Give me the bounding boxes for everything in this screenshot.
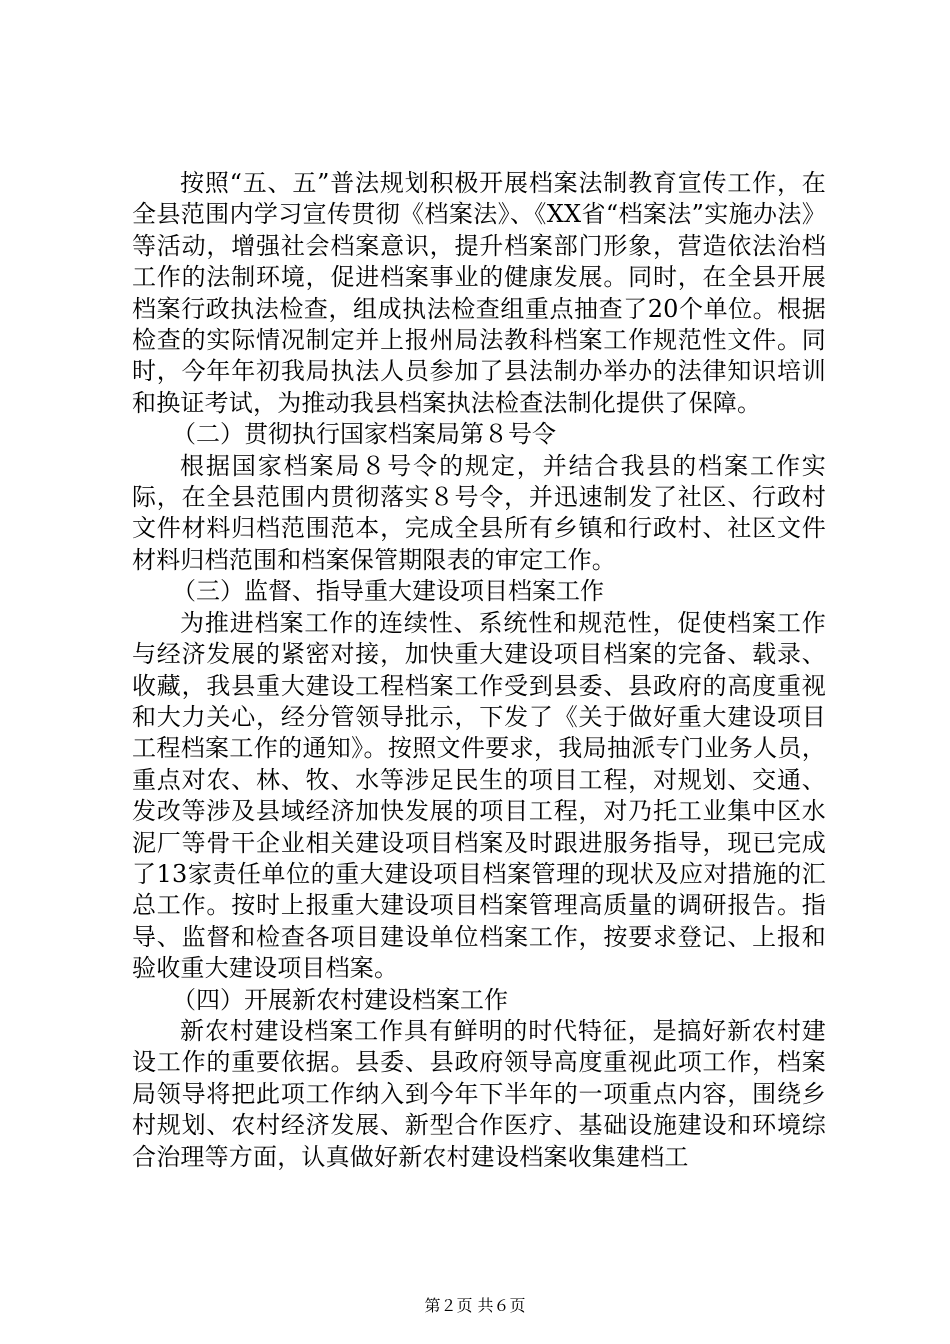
- section-heading-4: （四）开展新农村建设档案工作: [172, 985, 508, 1014]
- paragraph-major-projects: 为推进档案工作的连续性、系统性和规范性，促使档案工作与经济发展的紧密对接，加快重大建设项目档案的完备、载录、收藏，我县重大建设工程档案工作受到县委、县政府的高度重视和大力关心，经分管领导批示，下发了《关于做好重大建设项目工程档案工作的通知》。按照文件要求，我局抽派专门业务人员，重点对农、林、牧、水等涉足民生的项目工程，对规划、交通、发改等涉及县域经济加快发展的项目工程，对乃托工业集中区水泥厂等骨干企业相关建设项目档案及时跟进服务指导，现已完成了13家责任单位的重大建设项目档案管理的现状及应对措施的汇总工作。按时上报重大建设项目档案管理高质量的调研报告。指导、监督和检查各项目建设单位档案工作，按要求登记、上报和验收重大建设项目档案。: [132, 608, 826, 983]
- paragraph-legal-education: 按照“五、五”普法规划积极开展档案法制教育宣传工作，在全县范围内学习宣传贯彻《档案法》、《XX省“档案法”实施办法》等活动，增强社会档案意识，提升档案部门形象，营造依法治档工作的法制环境，促进档案事业的健康发展。同时，在全县开展档案行政执法检查，组成执法检查组重点抽查了20个单位。根据检查的实际情况制定并上报州局法教科档案工作规范性文件。同时，今年年初我局执法人员参加了县法制办举办的法律知识培训和换证考试，为推动我县档案执法检查法制化提供了保障。: [132, 169, 826, 417]
- section-heading-3: （三）监督、指导重大建设项目档案工作: [172, 577, 604, 606]
- section-heading-2: （二）贯彻执行国家档案局第８号令: [172, 420, 556, 449]
- document-body: [132, 168, 826, 1173]
- paragraph-order-8: 根据国家档案局８号令的规定，并结合我县的档案工作实际，在全县范围内贯彻落实８号令，并迅速制发了社区、行政村文件材料归档范围范本，完成全县所有乡镇和行政村、社区文件材料归档范围和档案保管期限表的审定工作。: [132, 451, 826, 574]
- page-footer: 第２页 共６页: [424, 1296, 526, 1315]
- paragraph-new-countryside: 新农村建设档案工作具有鲜明的时代特征，是搞好新农村建设工作的重要依据。县委、县政府领导高度重视此项工作，档案局领导将把此项工作纳入到今年下半年的一项重点内容，围绕乡村规划、农村经济发展、新型合作医疗、基础设施建设和环境综合治理等方面，认真做好新农村建设档案收集建档工: [132, 1016, 826, 1171]
